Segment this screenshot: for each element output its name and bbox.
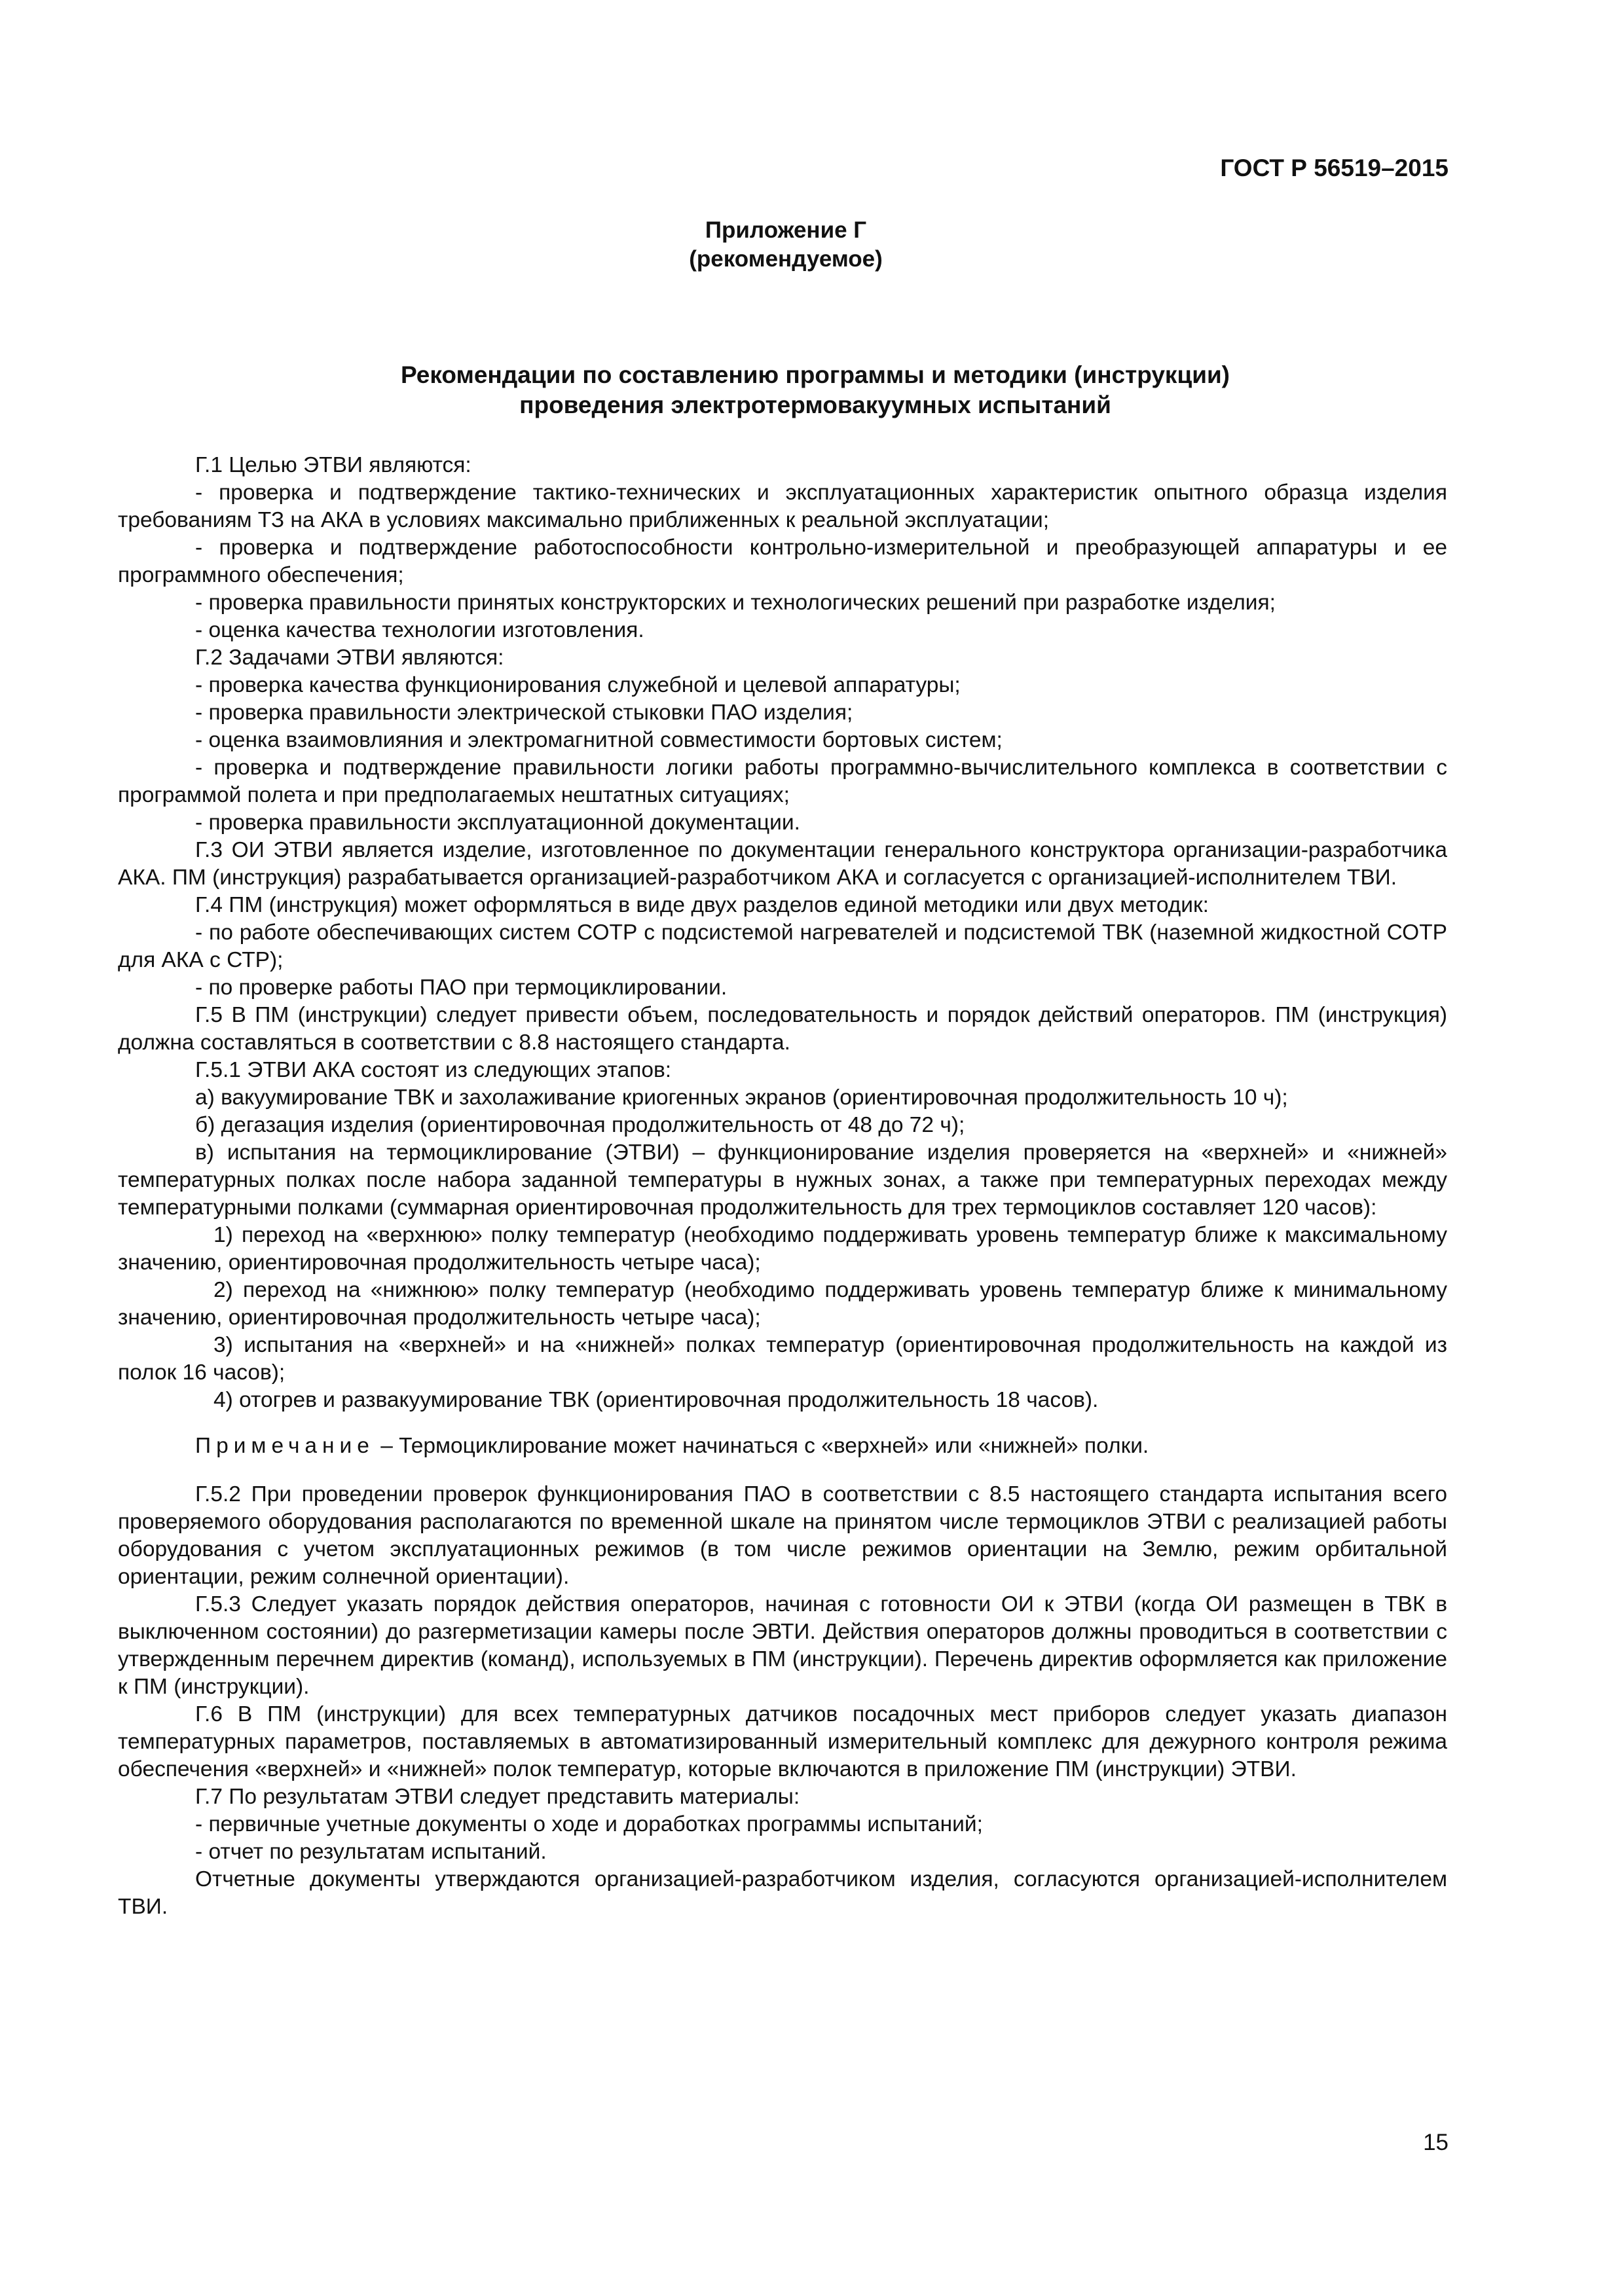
list-item: - проверка и подтверждение работоспособности контрольно-измерительной и преобразующей аппаратуры и ее программного обеспечения;	[118, 536, 1447, 587]
paragraph-g1: Г.1 Целью ЭТВИ являются:	[195, 453, 471, 477]
body-text	[118, 452, 1447, 1921]
list-item: - проверка и подтверждение правильности логики работы программно-вычислительного комплекса в соответствии с программой полета и при предполагаемых нештатных ситуациях;	[118, 756, 1447, 807]
paragraph-g5-3: Г.5.3 Следует указать порядок действия операторов, начиная с готовности ОИ к ЭТВИ (когда ОИ размещен в ТВК в выключенном состоянии) до разгерметизации камеры после ЭВТИ. Действия операторов должны проводиться в соответствии с утвержденным перечнем директив (команд), используемых в ПМ (инструкции). Перечень директив оформляется как приложение к ПМ (инструкции).	[118, 1592, 1447, 1699]
list-item: в) испытания на термоциклирование (ЭТВИ) – функционирование изделия проверяется на «верхней» и «нижней» температурных полках после набора заданной температуры в нужных зонах, а также при температурных переходах между температурными полками (суммарная ориентировочная продолжительность для трех термоциклов составляет 120 часов):	[118, 1140, 1447, 1220]
list-item: - оценка взаимовлияния и электромагнитной совместимости бортовых систем;	[195, 728, 1003, 752]
list-item: - проверка правильности принятых конструкторских и технологических решений при разработке изделия;	[195, 591, 1276, 615]
appendix-status: (рекомендуемое)	[689, 246, 883, 272]
paragraph-g7: Г.7 По результатам ЭТВИ следует представить материалы:	[195, 1785, 800, 1809]
paragraph-g5-1: Г.5.1 ЭТВИ АКА состоят из следующих этапов:	[195, 1058, 672, 1082]
list-item: а) вакуумирование ТВК и захолаживание криогенных экранов (ориентировочная продолжительность 10 ч);	[195, 1085, 1288, 1110]
appendix-heading	[0, 216, 1572, 274]
list-item: - проверка качества функционирования служебной и целевой аппаратуры;	[195, 673, 961, 697]
sub-list-item: 2) переход на «нижнюю» полку температур (необходимо поддерживать уровень температур ближе к минимальному значению, ориентировочная продолжительность четыре часа);	[118, 1278, 1447, 1330]
note-label: Примечание	[195, 1434, 375, 1458]
list-item: - первичные учетные документы о ходе и доработках программы испытаний;	[195, 1812, 983, 1836]
appendix-name: Приложение Г	[705, 217, 867, 243]
section-title	[118, 360, 1513, 420]
paragraph-g3: Г.3 ОИ ЭТВИ является изделие, изготовленное по документации генерального конструктора организации-разработчика АКА. ПМ (инструкция) разрабатывается организацией-разработчиком АКА и согласуется с организацией-исполнителем ТВИ.	[118, 838, 1447, 890]
title-line-2: проведения электротермовакуумных испытаний	[519, 392, 1111, 418]
note	[118, 1432, 1447, 1460]
list-item: - по работе обеспечивающих систем СОТР с подсистемой нагревателей и подсистемой ТВК (наземной жидкостной СОТР для АКА с СТР);	[118, 920, 1447, 972]
page-number: 15	[1423, 2130, 1449, 2155]
title-line-1: Рекомендации по составлению программы и методики (инструкции)	[400, 361, 1230, 388]
list-item: - оценка качества технологии изготовления.	[195, 618, 644, 642]
list-item: б) дегазация изделия (ориентировочная продолжительность от 48 до 72 ч);	[195, 1113, 965, 1137]
paragraph-g5: Г.5 В ПМ (инструкции) следует привести объем, последовательность и порядок действий операторов. ПМ (инструкция) должна составляться в соответствии с 8.8 настоящего стандарта.	[118, 1003, 1447, 1055]
list-item: - проверка правильности электрической стыковки ПАО изделия;	[195, 701, 853, 725]
paragraph-closing: Отчетные документы утверждаются организацией-разработчиком изделия, согласуются организацией-исполнителем ТВИ.	[118, 1867, 1447, 1919]
paragraph-g6: Г.6 В ПМ (инструкции) для всех температурных датчиков посадочных мест приборов следует указать диапазон температурных параметров, поставляемых в автоматизированный измерительный комплекс для дежурного контроля режима обеспечения «верхней» и «нижней» полок температур, которые включаются в приложение ПМ (инструкции) ЭТВИ.	[118, 1702, 1447, 1781]
sub-list-item: 1) переход на «верхнюю» полку температур (необходимо поддерживать уровень температур ближе к максимальному значению, ориентировочная продолжительность четыре часа);	[118, 1223, 1447, 1275]
paragraph-g4: Г.4 ПМ (инструкция) может оформляться в виде двух разделов единой методики или двух методик:	[195, 893, 1209, 917]
list-item: - по проверке работы ПАО при термоциклировании.	[195, 975, 728, 1000]
list-item: - отчет по результатам испытаний.	[195, 1840, 547, 1864]
sub-list-item: 4) отогрев и развакуумирование ТВК (ориентировочная продолжительность 18 часов).	[213, 1388, 1099, 1412]
list-item: - проверка и подтверждение тактико-технических и эксплуатационных характеристик опытного образца изделия требованиям ТЗ на АКА в условиях максимально приближенных к реальной эксплуатации;	[118, 481, 1447, 532]
list-item: - проверка правильности эксплуатационной документации.	[195, 811, 800, 835]
paragraph-g2: Г.2 Задачами ЭТВИ являются:	[195, 646, 504, 670]
sub-list-item: 3) испытания на «верхней» и на «нижней» полках температур (ориентировочная продолжительность на каждой из полок 16 часов);	[118, 1333, 1447, 1385]
standard-code: ГОСТ Р 56519–2015	[1220, 155, 1449, 181]
paragraph-g5-2: Г.5.2 При проведении проверок функционирования ПАО в соответствии с 8.5 настоящего стандарта испытания всего проверяемого оборудования располагаются по временной шкале на принятом числе термоциклов ЭТВИ с реализацией работы оборудования с учетом эксплуатационных режимов (в том числе режимов ориентации на Землю, режим орбитальной ориентации, режим солнечной ориентации).	[118, 1482, 1447, 1589]
note-text: – Термоциклирование может начинаться с «верхней» или «нижней» полки.	[380, 1434, 1149, 1458]
